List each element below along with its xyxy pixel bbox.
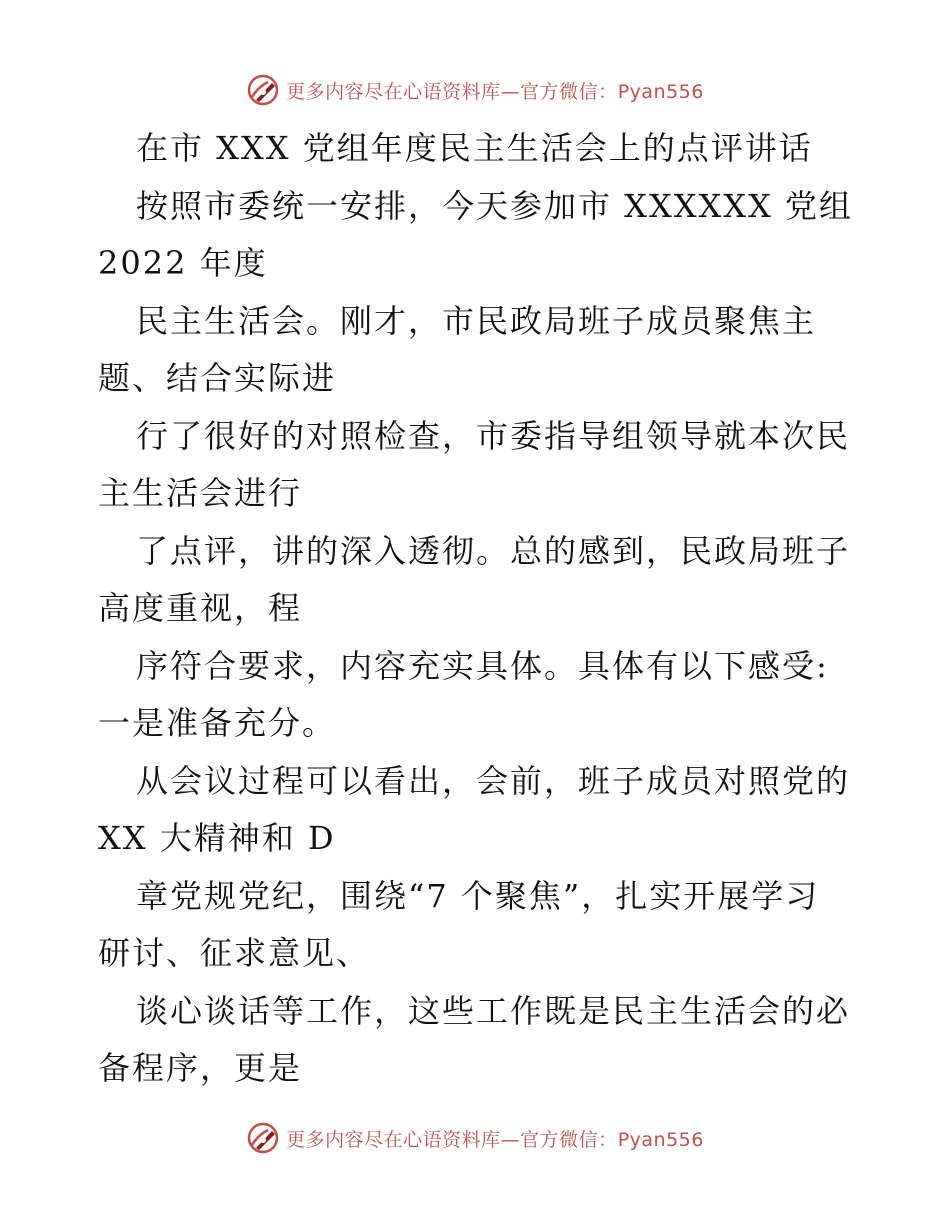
text-line: 在市 XXX 党组年度民主生活会上的点评讲话 xyxy=(136,129,813,167)
text-line: 主生活会进行 xyxy=(98,474,303,512)
text-line: XX 大精神和 D xyxy=(98,819,336,857)
banner-wechat-label: 官方微信： xyxy=(520,80,618,103)
text-line: 按照市委统一安排，今天参加市 XXXXXX 党组 xyxy=(136,186,854,225)
book-pen-logo-icon xyxy=(246,1121,280,1155)
text-line: 一是准备充分。 xyxy=(98,704,337,742)
text-line: 行了很好的对照检查，市委指导组领导就本次民 xyxy=(136,416,851,455)
banner-wechat-id: Pyan556 xyxy=(617,1128,704,1151)
text-line: 民主生活会。刚才，市民政局班子成员聚焦主 xyxy=(136,301,817,340)
text-line: 序符合要求，内容充实具体。具体有以下感受: xyxy=(136,646,829,685)
text-line: 谈心谈话等工作，这些工作既是民主生活会的必 xyxy=(136,991,851,1030)
text-line: 章党规党纪，围绕“7 个聚焦”，扎实开展学习 xyxy=(136,876,820,915)
text-line: 备程序，更是 xyxy=(98,1049,303,1087)
text-line: 2022 年度 xyxy=(98,244,268,282)
text-line: 了点评，讲的深入透彻。总的感到，民政局班子 xyxy=(136,531,851,570)
book-pen-logo-icon xyxy=(246,73,280,107)
text-line: 研讨、征求意见、 xyxy=(98,934,371,972)
banner-text xyxy=(286,1125,704,1152)
text-line: 从会议过程可以看出，会前，班子成员对照党的 xyxy=(136,761,851,800)
document-body xyxy=(98,120,868,1098)
banner-wechat-id: Pyan556 xyxy=(617,80,704,103)
banner-text xyxy=(286,77,704,104)
header-watermark-banner xyxy=(0,70,950,110)
footer-watermark-banner xyxy=(0,1118,950,1158)
banner-slogan: 更多内容尽在心语资料库 xyxy=(286,1128,501,1151)
banner-dash: — xyxy=(500,1128,521,1151)
text-line: 题、结合实际进 xyxy=(98,359,337,397)
banner-dash: — xyxy=(500,80,521,103)
banner-wechat-label: 官方微信： xyxy=(520,1128,618,1151)
text-line: 高度重视，程 xyxy=(98,589,303,627)
banner-slogan: 更多内容尽在心语资料库 xyxy=(286,80,501,103)
